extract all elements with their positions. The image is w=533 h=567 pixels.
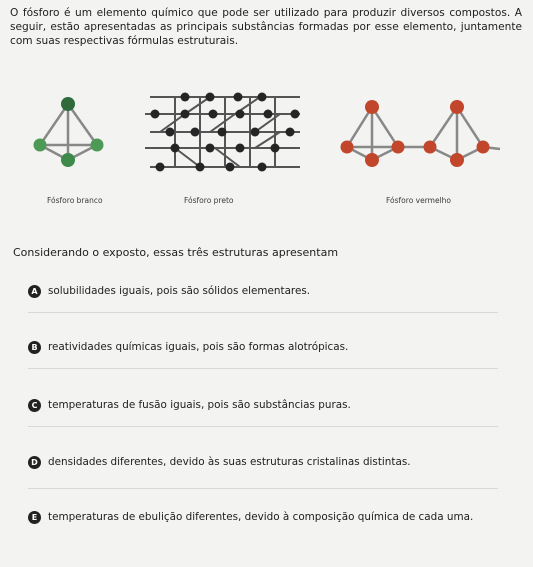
structures-svg (0, 92, 533, 202)
option-c[interactable] (28, 398, 508, 413)
divider (28, 312, 498, 313)
option-b-letter: B (28, 341, 41, 354)
option-b[interactable] (28, 340, 508, 355)
caption-red-phosphorus: Fósforo vermelho (386, 196, 452, 205)
phosphorus-structures-figure (0, 92, 533, 202)
option-d-letter: D (28, 456, 41, 469)
option-d-text: densidades diferentes, devido às suas estruturas cristalinas distintas. (48, 456, 411, 468)
option-a[interactable] (28, 284, 508, 299)
option-a-text: solubilidades iguais, pois são sólidos elementares. (48, 285, 311, 297)
option-e-letter: E (28, 511, 41, 524)
caption-white-phosphorus: Fósforo branco (47, 196, 103, 205)
white-phosphorus-structure (34, 97, 104, 167)
option-c-text: temperaturas de fusão iguais, pois são substâncias puras. (48, 399, 351, 411)
divider (28, 488, 498, 489)
option-c-letter: C (28, 399, 41, 412)
option-d[interactable] (28, 455, 508, 470)
option-e-text: temperaturas de ebulição diferentes, devido à composição química de cada uma. (48, 511, 474, 523)
caption-black-phosphorus: Fósforo preto (184, 196, 234, 205)
question-stem: Considerando o exposto, essas três estruturas apresentam (13, 246, 339, 259)
option-b-text: reatividades químicas iguais, pois são formas alotrópicas. (48, 341, 349, 353)
red-phosphorus-structure (341, 100, 501, 167)
black-phosphorus-structure (145, 93, 300, 172)
divider (28, 368, 498, 369)
divider (28, 426, 498, 427)
intro-text: O fósforo é um elemento químico que pode ser utilizado para produzir diversos compostos. A seguir, estão apresentadas as principais substâncias formadas por esse elemento, juntamente com suas respectivas fórmulas estruturais. (10, 7, 522, 47)
option-a-letter: A (28, 285, 41, 298)
option-e[interactable] (28, 510, 508, 525)
